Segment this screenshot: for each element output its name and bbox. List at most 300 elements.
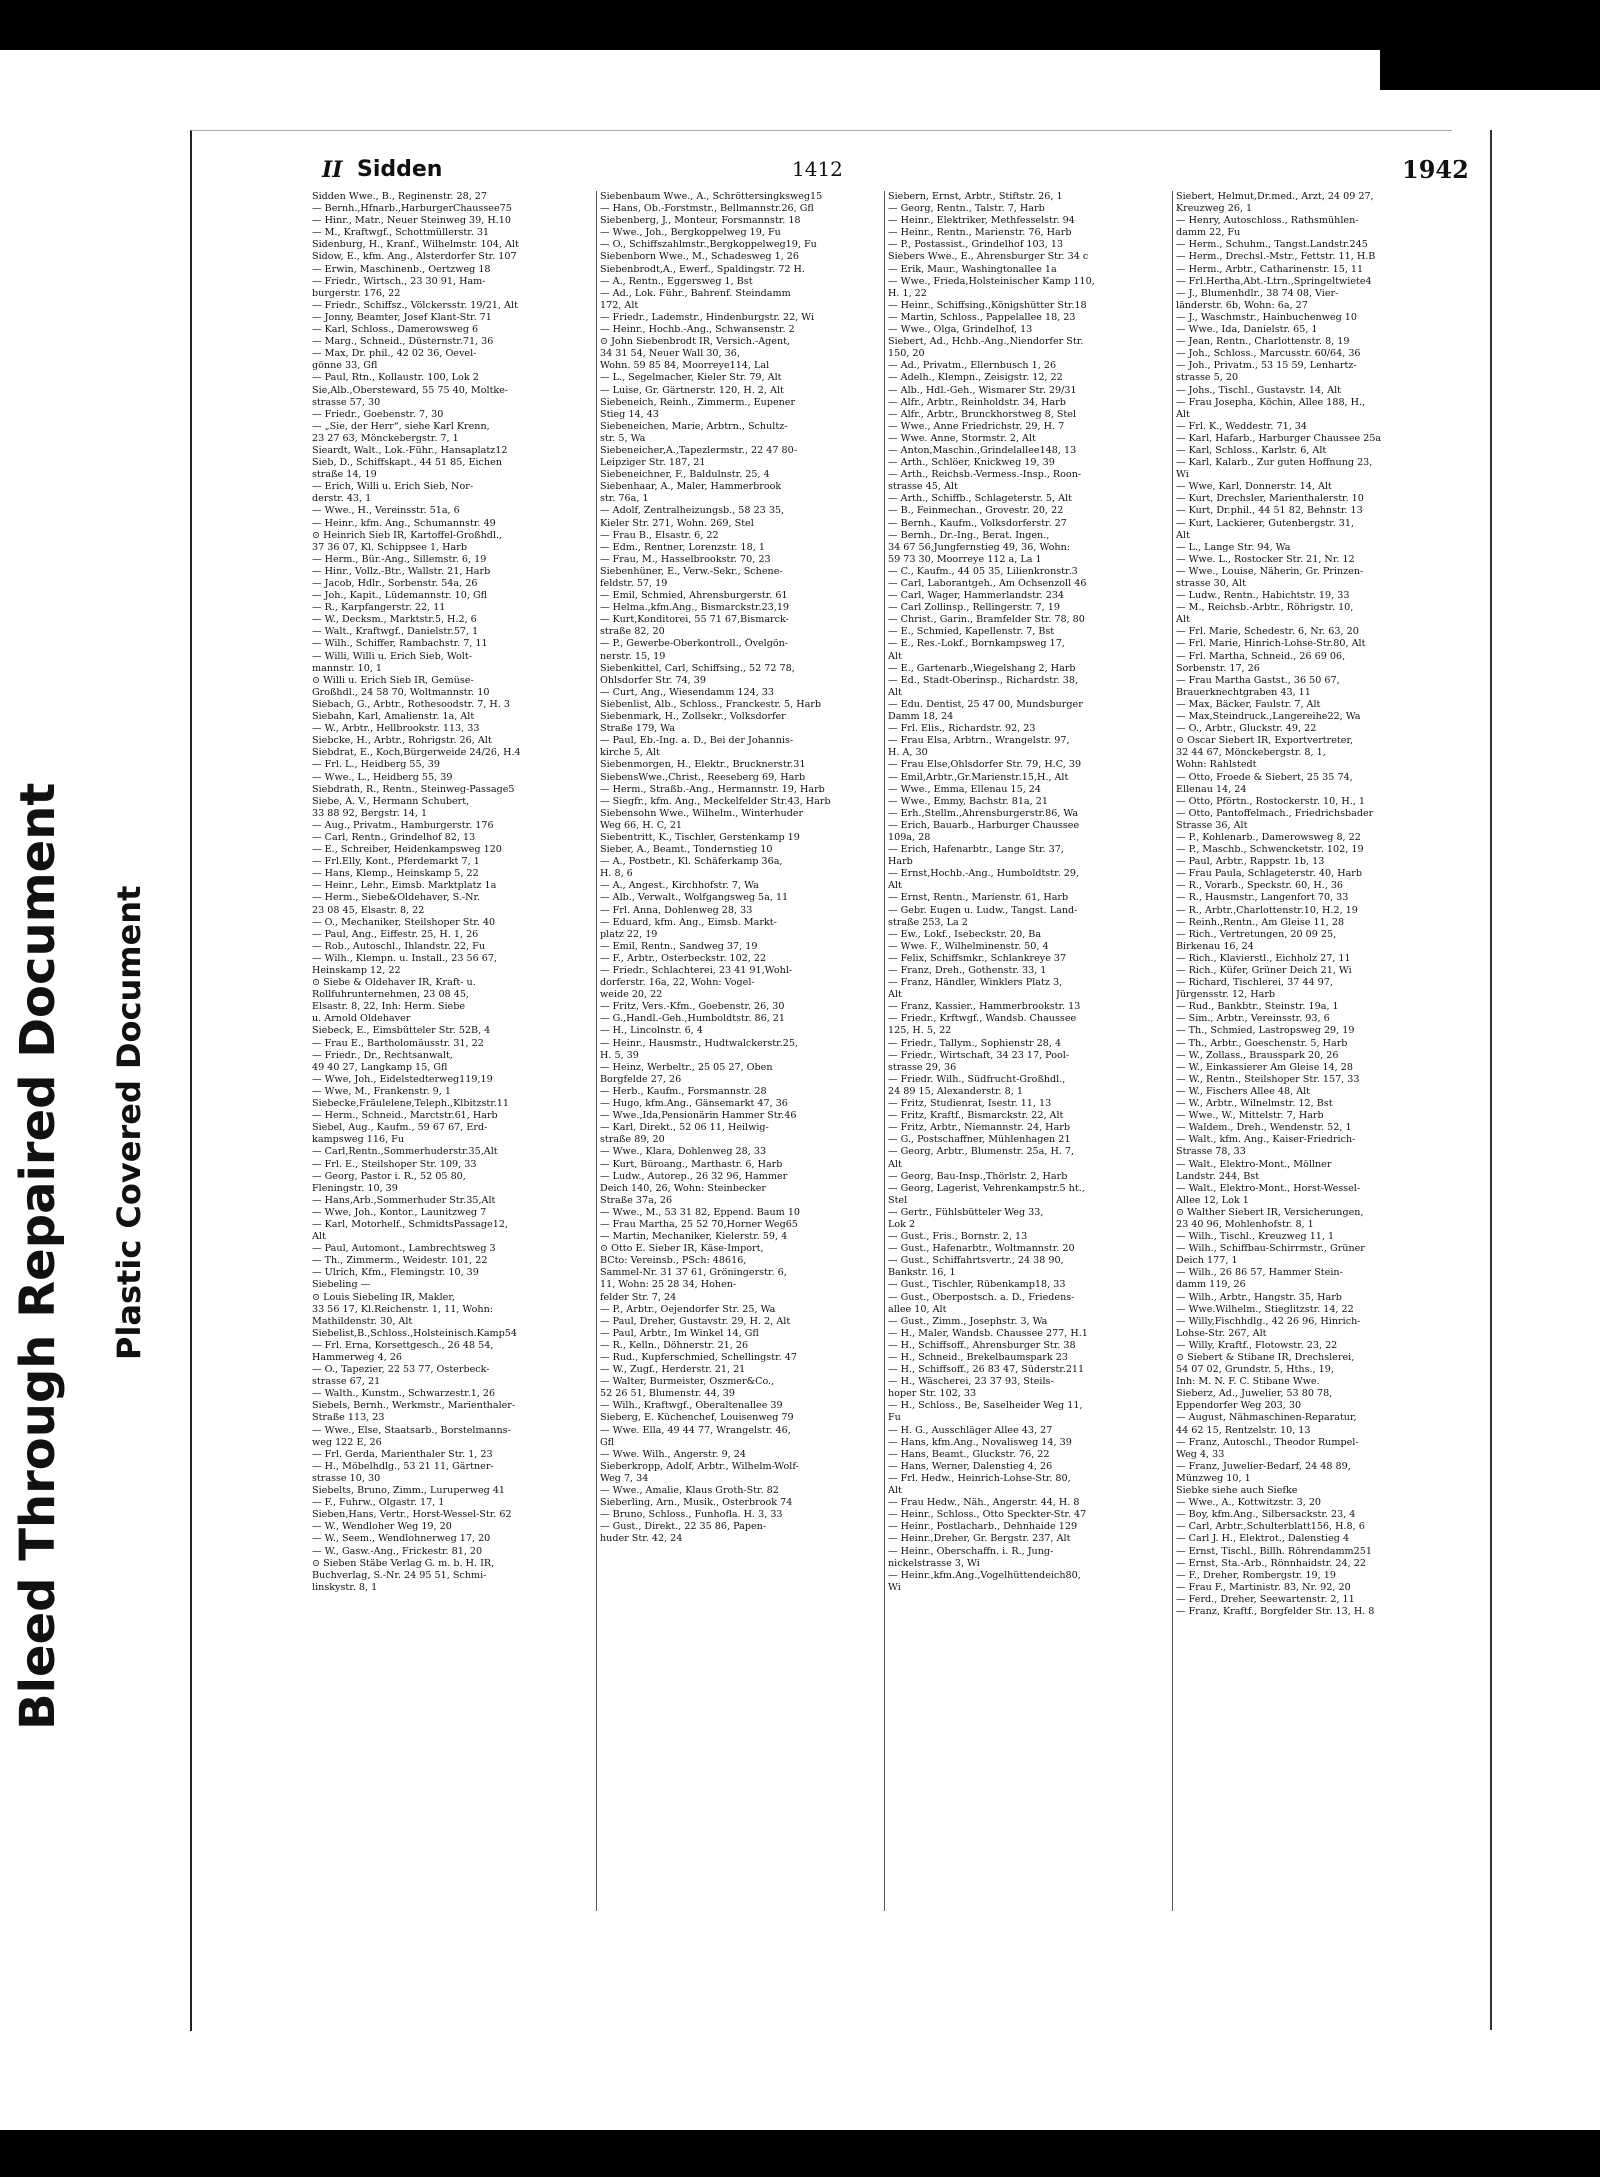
directory-entry: Siebcke, H., Arbtr., Rohrigstr. 26, Alt (312, 735, 492, 747)
directory-entry: — Friedr., Schlachterei, 23 41 91,Wohl- (600, 965, 793, 976)
directory-entry: Leipziger Str. 187, 21 (600, 457, 706, 469)
directory-entry: — Hinr., Matr., Neuer Steinweg 39, H.10 (312, 215, 511, 227)
directory-entry: Hammerweg 4, 26 (312, 1352, 403, 1363)
directory-entry: — Friedr., Dr., Rechtsanwalt, (312, 1049, 453, 1061)
directory-entry: Weg 4, 33 (1176, 1448, 1225, 1460)
directory-entry: 150, 20 (888, 348, 925, 360)
directory-entry: kampsweg 116, Fu (312, 1134, 405, 1146)
directory-entry: — Hinr., Vollz.-Btr., Wallstr. 21, Harb (312, 565, 491, 577)
directory-entry: — G., Postschaffner, Mühlenhagen 21 (888, 1134, 1071, 1146)
directory-entry: — Frau, M., Hasselbrookstr. 70, 23 (600, 553, 771, 565)
directory-entry: — Wilh., Kraftwgf., Oberaltenallee 39 (600, 1400, 783, 1412)
directory-entry: — Paul, Arbtr., Im Winkel 14, Gfl (600, 1327, 759, 1339)
directory-entry: — Heinr., Rentn., Marienstr. 76, Harb (888, 227, 1072, 239)
directory-entry: — Wwe., Emmy, Bachstr. 81a, 21 (888, 795, 1048, 807)
directory-entry: — Frl. L., Heidberg 55, 39 (312, 759, 440, 771)
directory-entry: strasse 10, 30 (312, 1472, 381, 1484)
directory-entry: — Ernst, Sta.-Arb., Rönnhaidstr. 24, 22 (1176, 1557, 1366, 1569)
page-year: 1942 (1402, 155, 1469, 184)
directory-entry: — Erh.,Stellm.,Ahrensburgerstr.86, Wa (888, 807, 1079, 819)
directory-entry: — Karl, Direkt., 52 06 11, Heilwig- (600, 1122, 769, 1134)
directory-entry: — Friedr., Tallym., Sophienstr 28, 4 (888, 1037, 1062, 1049)
directory-entry: Ellenau 14, 24 (1176, 783, 1247, 795)
directory-entry: Alt (1176, 408, 1190, 420)
directory-entry: — Gust., Hafenarbtr., Woltmannstr. 20 (888, 1243, 1075, 1255)
directory-entry: Großhdl., 24 58 70, Woltmannstr. 10 (312, 686, 490, 698)
directory-entry: — Bernh., Dr.-Ing., Berat. Ingen., (888, 529, 1050, 541)
directory-entry: — P., Postassist., Grindelhof 103, 13 (888, 239, 1064, 251)
directory-entry: — Rich., Vertretungen, 20 09 25, (1176, 928, 1337, 940)
directory-entry: 109a, 28 (888, 831, 931, 843)
directory-entry: — W., Rentn., Steilshoper Str. 157, 33 (1176, 1073, 1360, 1085)
directory-entry: Elsastr. 8, 22, Inh: Herm. Siebe (312, 1001, 466, 1013)
directory-entry: — Rud., Kupferschmied, Schellingstr. 47 (600, 1352, 797, 1363)
directory-entry: Mathildenstr. 30, Alt (312, 1315, 413, 1327)
directory-entry: — Bernh., Kaufm., Volksdorferstr. 27 (888, 517, 1067, 529)
directory-entry: — J., Blumenhdlr., 38 74 08, Vier- (1176, 287, 1339, 299)
directory-entry: 125, H. 5, 22 (888, 1025, 952, 1037)
directory-entry: Siebeneichen, Marie, Arbtrn., Schultz- (600, 420, 788, 432)
directory-entry: ⊙ Sieben Stäbe Verlag G. m. b. H. IR, (312, 1557, 495, 1569)
directory-entry: Siebeneicher,A.,Tapezlermstr., 22 47 80- (600, 444, 797, 456)
directory-entry: — Willi, Willi u. Erich Sieb, Wolt- (312, 650, 472, 662)
watermark-labels (0, 280, 200, 1780)
directory-entry: ⊙ Siebe & Oldehaver IR, Kraft- u. (312, 977, 476, 989)
column-1 (312, 191, 592, 1941)
directory-entry: — Frau Else,Ohlsdorfer Str. 79, H.C, 39 (888, 759, 1082, 771)
directory-entry: — L., Segelmacher, Kieler Str. 79, Alt (600, 372, 782, 384)
directory-entry: — Jonny, Beamter, Josef Klant-Str. 71 (312, 311, 492, 323)
directory-entry: Straße 113, 23 (312, 1412, 385, 1424)
directory-entry: straße 89, 20 (600, 1134, 665, 1146)
directory-entry: — Arth., Schiffb., Schlageterstr. 5, Alt (888, 493, 1072, 505)
column-3 (888, 191, 1168, 1941)
directory-entry: — Edm., Rentner, Lorenzstr. 18, 1 (600, 541, 765, 553)
directory-entry: 11, Wohn: 25 28 34, Hohen- (600, 1279, 737, 1291)
directory-columns (312, 191, 1452, 1951)
directory-entry: Jürgensstr. 12, Harb (1176, 989, 1276, 1001)
directory-entry: — Erik, Maur., Washingtonallee 1a (888, 263, 1057, 275)
directory-entry: 34 31 54, Neuer Wall 30, 36, (600, 348, 740, 360)
directory-entry: — W., Wendlоher Weg 19, 20 (312, 1521, 452, 1533)
directory-entry: — P., Arbtr., Oejendorfer Str. 25, Wa (600, 1303, 776, 1315)
directory-entry: Inh: M. N. F. C. Stibane Wwe. (1176, 1376, 1320, 1388)
directory-entry: — Erich, Bauarb., Harburger Chaussee (888, 819, 1080, 831)
directory-entry: — Carl, Wager, Hammerlandstr. 234 (888, 590, 1065, 602)
directory-entry: — Gust., Tischler, Rübenkamp18, 33 (888, 1279, 1066, 1291)
directory-entry: — Frl. K., Weddestr. 71, 34 (1176, 420, 1308, 432)
directory-entry: — Herm., Straßb.-Ang., Hermannstr. 19, Harb (600, 783, 825, 795)
directory-entry: — Jacob, Hdlr., Sorbenstr. 54a, 26 (312, 578, 478, 589)
directory-entry: — Ad., Lok. Führ., Bahrenf. Steindamm (600, 287, 791, 299)
directory-entry: — Wwe, Karl, Donnerstr. 14, Alt (1176, 481, 1332, 493)
directory-entry: dorferstr. 16a, 22, Wohn: Vogel- (600, 977, 755, 989)
directory-entry: — Marg., Schneid., Düsternstr.71, 36 (312, 336, 494, 348)
directory-page (190, 130, 1469, 2031)
column-rule (1172, 191, 1173, 1911)
directory-entry: — Frl. Elis., Richardstr. 92, 23 (888, 723, 1036, 735)
directory-entry: 23 08 45, Elsastr. 8, 22 (312, 904, 425, 916)
directory-entry: — Georg, Lagerist, Vehrenkampstr.5 ht., (888, 1182, 1085, 1194)
directory-entry: Alt (888, 1485, 902, 1497)
directory-entry: — Karl, Schloss., Damerowsweg 6 (312, 324, 479, 336)
directory-entry: — Friedr., Goebenstr. 7, 30 (312, 408, 444, 420)
directory-entry: 59 73 30, Moorreye 112 a, La 1 (888, 553, 1042, 565)
directory-entry: — Max,Steindruck.,Langereihe22, Wa (1176, 711, 1361, 723)
directory-entry: — Wwe., L., Heidberg 55, 39 (312, 771, 453, 783)
directory-entry: — F., Fuhrw., Olgastr. 17, 1 (312, 1497, 445, 1509)
directory-entry: — Franz, Kassier., Hammerbrookstr. 13 (888, 1001, 1081, 1013)
directory-entry: Allee 12, Lok 1 (1176, 1194, 1249, 1206)
directory-entry: — Johs., Tischl., Gustavstr. 14, Alt (1176, 384, 1342, 396)
directory-entry: — Frl.Elly, Kont., Pferdemarkt 7, 1 (312, 856, 480, 868)
directory-entry: — Christ., Garin., Bramfelder Str. 78, 80 (888, 614, 1085, 626)
directory-entry: Sieberkropp, Adolf, Arbtr., Wilhelm-Wolf- (600, 1460, 799, 1472)
directory-entry: — W., Einkassierer Am Gleise 14, 28 (1176, 1061, 1353, 1073)
directory-entry: damm 22, Fu (1176, 227, 1241, 239)
directory-entry: — Wilh., Arbtr., Hangstr. 35, Harb (1176, 1291, 1342, 1303)
directory-entry: — Wwe., Klara, Dohlenweg 28, 33 (600, 1146, 767, 1158)
directory-entry: — Wwe., Olga, Grindelhof, 13 (888, 324, 1033, 336)
directory-entry: — Wwe., Emma, Ellenau 15, 24 (888, 783, 1042, 795)
directory-entry: — Carl J. H., Elektrot., Dalenstieg 4 (1176, 1533, 1350, 1545)
directory-entry: — Siegfr., kfm. Ang., Meckelfelder Str.43, Harb (600, 795, 831, 807)
directory-entry: — Reinh.,Rentn., Am Gleise 11, 28 (1176, 916, 1345, 928)
directory-entry: — Gust., Zimm., Josephstr. 3, Wa (888, 1315, 1048, 1327)
directory-entry: — H., Schneid., Brekelbaumspark 23 (888, 1352, 1068, 1363)
directory-entry: Siebenbrodt,A., Ewerf., Spaldingstr. 72 H. (600, 263, 805, 275)
directory-entry: ⊙ Oscar Siebert IR, Exportvertreter, (1176, 735, 1354, 747)
directory-entry: — Frl.Hertha,Abt.-Ltrn.,Springeltwiete4 (1176, 275, 1372, 287)
directory-entry: — Walt., Elektro-Mont., Möllner (1176, 1158, 1332, 1170)
directory-entry: — Franz, Kraftf., Borgfelder Str. 13, H. 8 (1176, 1605, 1375, 1617)
directory-entry: — Hans, Beamt., Gluckstr. 76, 22 (888, 1448, 1050, 1460)
directory-entry: — P., Gewerbe-Oberkontroll., Övelgön- (600, 638, 789, 650)
directory-entry: — Franz, Dreh., Gothenstr. 33, 1 (888, 965, 1047, 976)
directory-entry: Harb (888, 856, 913, 868)
directory-entry: — Wwe., M., 53 31 82, Eppend. Baum 10 (600, 1206, 801, 1218)
directory-entry: — Wwe. Wilh., Angerstr. 9, 24 (600, 1448, 746, 1460)
directory-entry: — Hans, Werner, Dalenstieg 4, 26 (888, 1460, 1053, 1472)
directory-entry: gönne 33, Gfl (312, 360, 378, 372)
directory-entry: — Heinr., Postlacharb., Dehnhaide 129 (888, 1521, 1078, 1533)
directory-entry: 33 56 17, Kl.Reichenstr. 1, 11, Wohn: (312, 1303, 493, 1315)
directory-entry: — Rich., Klavierstl., Eichholz 27, 11 (1176, 952, 1351, 964)
directory-entry: strasse 57, 30 (312, 396, 381, 408)
directory-entry: — Gebr. Eugen u. Ludw., Tangst. Land- (888, 904, 1078, 916)
directory-entry: — Ernst, Tischl., Billh. Röhrendamm251 (1176, 1545, 1372, 1557)
directory-entry: 49 40 27, Langkamp 15, Gfl (312, 1061, 448, 1073)
directory-entry: — Heinr., Hausmstr., Hudtwalckerstr.25, (600, 1037, 798, 1049)
directory-entry: Sidow, E., kfm. Ang., Alsterdorfer Str. 107 (312, 251, 517, 263)
directory-entry: — Rich., Küfer, Grüner Deich 21, Wi (1176, 965, 1352, 976)
directory-entry: — Frau B., Elsastr. 6, 22 (600, 529, 719, 541)
directory-entry: Siebke siehe auch Siefke (1176, 1485, 1298, 1497)
directory-entry: Weg 7, 34 (600, 1472, 649, 1484)
directory-entry: — O., Schiffszahlmstr.,Bergkoppelweg19, Fu (600, 239, 817, 251)
directory-entry: — Th., Arbtr., Goeschenstr. 5, Harb (1176, 1037, 1348, 1049)
directory-entry: damm 119, 26 (1176, 1279, 1246, 1291)
directory-entry: — Frau Hedw., Näh., Angerstr. 44, H. 8 (888, 1497, 1080, 1509)
directory-entry: — Fritz, Kraftf., Bismarckstr. 22, Alt (888, 1110, 1064, 1122)
directory-entry: Sieberz, Ad., Juwelier, 53 80 78, (1176, 1388, 1333, 1400)
directory-entry: str. 5, Wa (600, 432, 646, 444)
directory-entry: ⊙ Willi u. Erich Sieb IR, Gemüse- (312, 674, 474, 686)
directory-entry: — Franz, Autoschl., Theodor Rumpel- (1176, 1436, 1359, 1448)
directory-entry: — Henry, Autoschloss., Rathsmühlen- (1176, 215, 1359, 227)
directory-entry: Buchverlag, S.-Nr. 24 95 51, Schmi- (312, 1569, 487, 1581)
directory-entry: — Edu. Dentist, 25 47 00, Mundsburger (888, 698, 1083, 710)
directory-entry: 23 40 96, Mohlenhofstr. 8, 1 (1176, 1218, 1314, 1230)
column-4 (1176, 191, 1456, 1941)
page-number: 1412 (792, 157, 843, 181)
directory-entry: allee 10, Alt (888, 1303, 947, 1315)
directory-entry: — Fritz, Vers.-Kfm., Goebenstr. 26, 30 (600, 1001, 785, 1013)
directory-entry: — Paul, Arbtr., Rappstr. 1b, 13 (1176, 856, 1325, 868)
directory-entry: — R., Karpfangerstr. 22, 11 (312, 602, 446, 614)
directory-entry: — A., Angest., Kirchhofstr. 7, Wa (600, 880, 759, 892)
directory-entry: — Wilh., Klempn. u. Install., 23 56 67, (312, 952, 498, 964)
adjacent-page-edge (1490, 130, 1600, 2030)
directory-entry: — Fritz, Arbtr., Niemannstr. 24, Harb (888, 1122, 1070, 1134)
directory-entry: — Hans, Klemp., Heinskamp 5, 22 (312, 868, 479, 880)
directory-entry: ⊙ Walther Siebert IR, Versicherungen, (1176, 1206, 1364, 1218)
directory-entry: Alt (888, 880, 902, 892)
directory-entry: — Ed., Stadt-Oberinsp., Richardstr. 38, (888, 674, 1079, 686)
directory-entry: Siebenkittel, Carl, Schiffsing., 52 72 78, (600, 662, 795, 674)
directory-entry: — Max, Bäcker, Faulstr. 7, Alt (1176, 698, 1321, 710)
directory-entry: — H., Schiffsoff., 26 83 47, Süderstr.211 (888, 1364, 1085, 1376)
directory-entry: — Emil,Arbtr.,Gr.Marienstr.15,H., Alt (888, 771, 1069, 783)
directory-entry: 172, Alt (600, 299, 639, 311)
directory-entry: — Carl,Rentn.,Sommerhuderstr.35,Alt (312, 1146, 498, 1158)
directory-entry: — Ludw., Autorep., 26 32 96, Hammer (600, 1170, 788, 1182)
directory-entry: Alt (888, 1158, 902, 1170)
directory-entry: — Friedr., Wirtschaft, 34 23 17, Pool- (888, 1049, 1070, 1061)
directory-entry: Kieler Str. 271, Wohn. 269, Stel (600, 517, 754, 529)
directory-entry: — Otto, Froede & Siebert, 25 35 74, (1176, 771, 1353, 783)
directory-entry: — Kurt, Büroang., Marthastr. 6, Harb (600, 1158, 783, 1170)
watermark-line-2: Plastic Covered Document (110, 885, 148, 1360)
directory-entry: Siebenlist, Alb., Schloss., Franckestr. 5, Harb (600, 698, 822, 710)
directory-entry: — Walt., Kraftwgf., Danielstr.57, 1 (312, 626, 479, 638)
directory-entry: — W., Arbtr., Hellbrookstr. 113, 33 (312, 723, 480, 735)
directory-entry: — Frau E., Bartholomäusstr. 31, 22 (312, 1037, 484, 1049)
directory-entry: kirche 5, Alt (600, 747, 660, 759)
directory-entry: — Wwe, Joh., Kontor., Launitzweg 7 (312, 1206, 487, 1218)
directory-entry: 52 26 51, Blumenstr. 44, 39 (600, 1388, 735, 1400)
directory-entry: — Ferd., Dreher, Seewartenstr. 2, 11 (1176, 1593, 1355, 1605)
directory-entry: — Carl, Laborantgeh., Am Ochsenzoll 46 (888, 578, 1087, 589)
directory-entry: — Wwe., Joh., Bergkoppelweg 19, Fu (600, 227, 781, 239)
directory-entry: Siebdrath, R., Rentn., Steinweg-Passage5 (312, 783, 515, 795)
directory-entry: — Karl, Hafarb., Harburger Chaussee 25a (1176, 432, 1382, 444)
directory-entry: — Kurt,Konditorei, 55 71 67,Bismarck- (600, 614, 789, 626)
directory-entry: — Frl. Marie, Schedestr. 6, Nr. 63, 20 (1176, 626, 1359, 638)
directory-entry: Siebert, Ad., Hchb.-Ang.,Niendorfer Str. (888, 336, 1084, 348)
directory-entry: str. 76a, 1 (600, 493, 649, 505)
directory-entry: — Wwe., H., Vereinsstr. 51a, 6 (312, 505, 460, 517)
directory-entry: Sammel-Nr. 31 37 61, Gröningerstr. 6, (600, 1267, 787, 1279)
directory-entry: Siebert, Helmut,Dr.med., Arzt, 24 09 27, (1176, 191, 1374, 202)
directory-entry: Fu (888, 1412, 901, 1424)
scan-border-top (0, 0, 1600, 50)
directory-entry: H. 5, 39 (600, 1049, 639, 1061)
directory-entry: — Friedr. Wilh., Südfrucht-Großhdl., (888, 1073, 1066, 1085)
directory-entry: — Heinr.,kfm.Ang.,Vogelhüttendeich80, (888, 1569, 1081, 1581)
directory-entry: Siebenborn Wwe., M., Schadesweg 1, 26 (600, 251, 799, 263)
directory-entry: Stel (888, 1194, 908, 1206)
directory-entry: — Adolf, Zentralheizungsb., 58 23 35, (600, 505, 785, 517)
directory-entry: — Paul, Eb.-Ing. a. D., Bei der Johannis- (600, 735, 794, 747)
directory-entry: — B., Feinmechan., Grovestr. 20, 22 (888, 505, 1064, 517)
directory-entry: ⊙ Otto E. Sieber IR, Käse-Import, (600, 1243, 764, 1255)
directory-entry: — F., Arbtr., Osterbeckstr. 102, 22 (600, 952, 767, 964)
directory-entry: — Herm., Drechsl.-Mstr., Fettstr. 11, H.B (1176, 251, 1376, 263)
directory-entry: — A., Postbetr., Kl. Schäferkamp 36a, (600, 856, 783, 868)
directory-entry: — Frau Martha Gastst., 36 50 67, (1176, 674, 1340, 686)
directory-entry: — Frl. Marie, Hinrich-Lohse-Str.80, Alt (1176, 638, 1366, 650)
directory-entry: — Heinr., Schiffsing.,Königshütter Str.18 (888, 299, 1087, 311)
directory-entry: Lohse-Str. 267, Alt (1176, 1327, 1267, 1339)
directory-entry: 37 36 07, Kl. Schippsee 1, Harb (312, 541, 467, 553)
directory-entry: Borgfelde 27, 26 (600, 1073, 682, 1085)
directory-entry: — P., Kohlenarb., Damerowsweg 8, 22 (1176, 831, 1361, 843)
directory-entry: — Gust., Fris., Bornstr. 2, 13 (888, 1231, 1028, 1243)
directory-entry: — Walt., Elektro-Mont., Horst-Wessel- (1176, 1182, 1361, 1194)
directory-entry: straße 82, 20 (600, 626, 665, 638)
directory-entry: — H., Maler, Wandsb. Chaussee 277, H.1 (888, 1327, 1088, 1339)
directory-entry: — Herm., Siebe&Oldehaver, S.-Nr. (312, 892, 481, 904)
directory-entry: — Wwe. L., Rostocker Str. 21, Nr. 12 (1176, 553, 1355, 565)
directory-entry: Alt (888, 686, 902, 698)
directory-entry: — Frl. Martha, Schneid., 26 69 06, (1176, 650, 1346, 662)
directory-entry: — Franz, Juwelier-Bedarf, 24 48 89, (1176, 1460, 1351, 1472)
directory-entry: — Paul, Dreher, Gustavstr. 29, H. 2, Alt (600, 1315, 791, 1327)
directory-entry: — Gust., Oberpostsch. a. D., Friedens- (888, 1291, 1075, 1303)
directory-entry: Sidenburg, H., Kranf., Wilhelmstr. 104, Alt (312, 239, 519, 251)
directory-entry: — Wwe., Amalie, Klaus Groth-Str. 82 (600, 1485, 779, 1497)
directory-entry: u. Arnold Oldehaver (312, 1013, 411, 1025)
scan-border-bottom (0, 2130, 1600, 2177)
directory-entry: — Wwe., Louise, Näherin, Gr. Prinzen- (1176, 565, 1364, 577)
directory-entry: — Jean, Rentn., Charlottenstr. 8, 19 (1176, 336, 1350, 348)
directory-entry: 33 88 92, Bergstr. 14, 1 (312, 807, 428, 819)
directory-entry: — H., Schiffsoff., Ahrensburger Str. 38 (888, 1339, 1076, 1351)
directory-entry: — Friedr., Wirtsch., 23 30 91, Ham- (312, 275, 486, 287)
directory-entry: — E., Schmied, Kapellenstr. 7, Bst (888, 626, 1055, 638)
directory-entry: — W., Zugf., Herderstr. 21, 21 (600, 1364, 746, 1376)
page-section-roman: II (322, 157, 343, 183)
directory-entry: hoper Str. 102, 33 (888, 1388, 977, 1400)
directory-entry: 34 67 56,Jungfernstieg 49, 36, Wohn: (888, 541, 1071, 553)
directory-entry: SiebensWwe.,Christ., Reeseberg 69, Harb (600, 771, 806, 783)
directory-entry: — Hans,Arb.,Sommerhuder Str.35,Alt (312, 1194, 496, 1206)
directory-entry: 24 89 15, Alexanderstr. 8, 1 (888, 1085, 1023, 1097)
directory-entry: — Th., Zimmerm., Weidestr. 101, 22 (312, 1255, 488, 1267)
directory-entry: — E., Gartenarb.,Wiegelshang 2, Harb (888, 662, 1076, 674)
directory-entry: BCto: Vereinsb., PSch: 48616, (600, 1255, 747, 1267)
directory-entry: strasse 67, 21 (312, 1376, 381, 1388)
directory-entry: Alt (1176, 614, 1190, 626)
directory-entry: strasse 30, Alt (1176, 578, 1246, 589)
directory-entry: Kreuzweg 26, 1 (1176, 203, 1253, 215)
directory-entry: — Frau F., Martinistr. 83, Nr. 92, 20 (1176, 1581, 1351, 1593)
directory-entry: — Curt, Ang., Wiesendamm 124, 33 (600, 686, 775, 698)
directory-entry: Damm 18, 24 (888, 711, 954, 723)
directory-entry: Alt (888, 650, 902, 662)
directory-entry: Siebel, Aug., Kaufm., 59 67 67, Erd- (312, 1122, 488, 1134)
directory-entry: — Herm., Bür.-Ang., Sillemstr. 6, 19 (312, 553, 487, 565)
directory-entry: — Erich, Willi u. Erich Sieb, Nor- (312, 481, 474, 493)
directory-entry: Siebers Wwe., E., Ahrensburger Str. 34 c (888, 251, 1089, 263)
directory-entry: Sie,Alb.,Obersteward, 55 75 40, Moltke- (312, 384, 509, 396)
directory-entry: — Wwe., Frieda,Holsteinischer Kamp 110, (888, 275, 1095, 287)
directory-entry: Ohlsdorfer Str. 74, 39 (600, 674, 706, 686)
directory-entry: — Helma.,kfm.Ang., Bismarckstr.23,19 (600, 602, 790, 614)
directory-entry: — F., Dreher, Rombergstr. 19, 19 (1176, 1569, 1336, 1581)
directory-entry: — Wwe.,Ida,Pensionärin Hammer Str.46 (600, 1110, 797, 1122)
directory-entry: — Wwe., A., Kottwitzstr. 3, 20 (1176, 1497, 1322, 1509)
directory-entry: Stieg 14, 43 (600, 408, 659, 420)
directory-entry: ⊙ Siebert & Stibane IR, Drechslerei, (1176, 1352, 1355, 1363)
directory-entry: Alt (312, 1231, 326, 1243)
directory-entry: Siebe, A. V., Hermann Schubert, (312, 795, 470, 807)
directory-entry: Rollfuhrunternehmen, 23 08 45, (312, 989, 469, 1001)
directory-entry: strasse 45, Alt (888, 481, 958, 493)
directory-entry: H. A, 30 (888, 747, 928, 759)
directory-entry: — Heinz, Werbeltr., 25 05 27, Oben (600, 1061, 773, 1073)
directory-entry: — Walt., kfm. Ang., Kaiser-Friedrich- (1176, 1134, 1356, 1146)
directory-entry: — O., Arbtr., Gluckstr. 49, 22 (1176, 723, 1317, 735)
directory-entry: Wi (888, 1581, 901, 1593)
directory-entry: Siebenhaar, A., Maler, Hammerbrook (600, 481, 782, 493)
directory-entry: derstr. 43, 1 (312, 493, 372, 505)
directory-entry: — Heinr., kfm. Ang., Schumannstr. 49 (312, 517, 496, 529)
directory-entry: — Hans, Ob.-Forstmstr., Bellmannstr.26, Gfl (600, 203, 814, 215)
directory-entry: Sorbenstr. 17, 26 (1176, 662, 1260, 674)
directory-entry: nerstr. 15, 19 (600, 650, 666, 662)
directory-entry: Strasse 36, Alt (1176, 819, 1248, 831)
directory-entry: Siebeneich, Reinh., Zimmerm., Eupener (600, 396, 796, 408)
directory-entry: H. 8, 6 (600, 868, 633, 880)
directory-entry: Landstr. 244, Bst (1176, 1170, 1260, 1182)
directory-entry: Siebentritt, K., Tischler, Gerstenkamp 19 (600, 831, 800, 843)
directory-entry: huder Str. 42, 24 (600, 1533, 683, 1545)
directory-entry: — Georg, Bau-Insp.,Thörlstr. 2, Harb (888, 1170, 1068, 1182)
directory-entry: — Boy, kfm.Ang., Silbersackstr. 23, 4 (1176, 1509, 1356, 1521)
directory-entry: — R., Kelln., Döhnerstr. 21, 26 (600, 1339, 749, 1351)
directory-entry: — P., Maschb., Schwencketstr. 102, 19 (1176, 844, 1364, 856)
directory-entry: — E., Schreiber, Heidenkampsweg 120 (312, 844, 502, 856)
directory-entry: — Martin, Mechaniker, Kielerstr. 59, 4 (600, 1231, 788, 1243)
directory-entry: 44 62 15, Rentzelstr. 10, 13 (1176, 1424, 1311, 1436)
directory-entry: Strasse 78, 33 (1176, 1146, 1246, 1158)
directory-entry: — Erwin, Maschinenb., Oertzweg 18 (312, 263, 491, 275)
directory-entry: — Karl, Motorhelf., SchmidtsPassage12, (312, 1218, 508, 1230)
directory-entry: Deich 140, 26, Wohn: Steinbecker (600, 1182, 767, 1194)
directory-entry: Wi (1176, 469, 1189, 481)
directory-entry: felder Str. 7, 24 (600, 1291, 677, 1303)
directory-entry: Bankstr. 16, 1 (888, 1267, 956, 1279)
directory-entry: — Heinr., Elektriker, Methfesselstr. 94 (888, 215, 1075, 227)
directory-entry: — Heinr., Hochb.-Ang., Schwansenstr. 2 (600, 324, 795, 336)
directory-entry: — Kurt, Drechsler, Marienthalerstr. 10 (1176, 493, 1364, 505)
directory-entry: weide 20, 22 (600, 989, 663, 1001)
directory-entry: — Th., Schmied, Lastropsweg 29, 19 (1176, 1025, 1355, 1037)
directory-entry: — Willy, Kraftf., Flotowstr. 23, 22 (1176, 1339, 1338, 1351)
directory-entry: — Frl. Anna, Dohlenweg 28, 33 (600, 904, 753, 916)
